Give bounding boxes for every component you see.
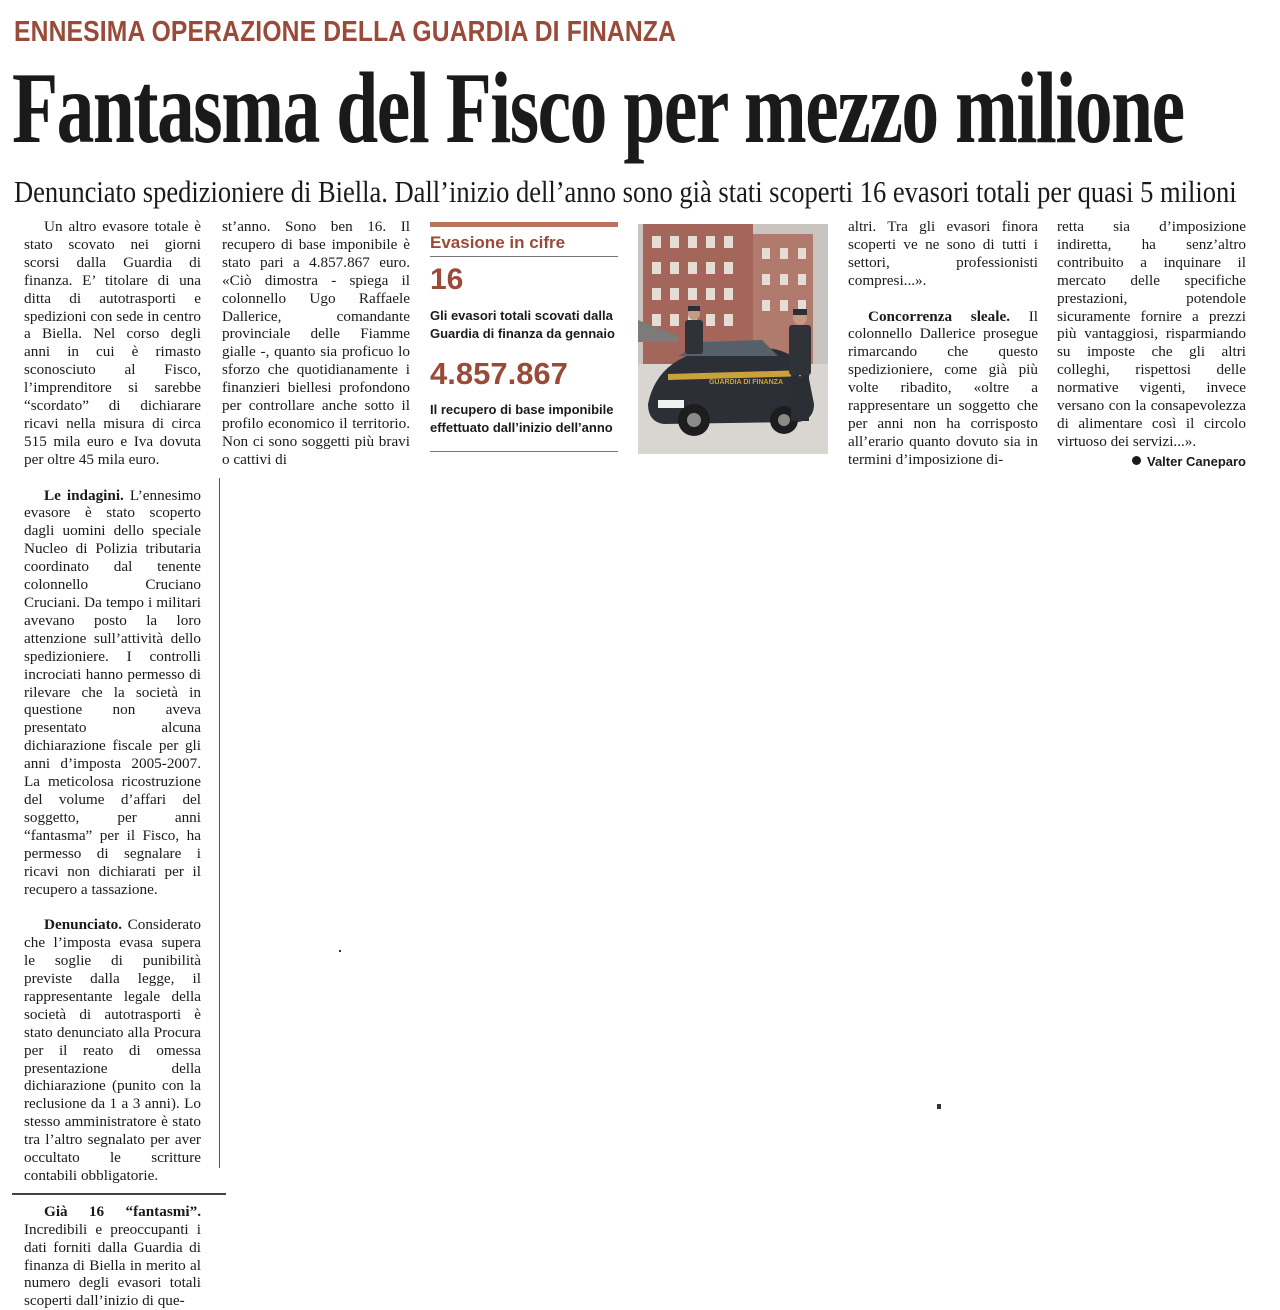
column-2: [222, 218, 410, 469]
stat-text-recovery: Il recupero di base imponibile effettuato dall’inizio dell’anno: [430, 402, 614, 435]
paragraph: [24, 218, 201, 469]
news-photo: [638, 224, 828, 454]
print-speck: [937, 1104, 941, 1109]
paragraph: [24, 487, 201, 899]
stats-box-top-bar: [430, 222, 618, 227]
stat-value-evaders: 16: [430, 263, 464, 296]
paragraph-text: Un altro evasore totale è stato scovato nei giorni scorsi dalla Guardia di finanza. E’ titolare di una ditta di autotrasporti e spedizioni con sede in centro a Biella. Nel corso degli anni in cui è rimasto sconosciuto al Fisco, l’imprenditore si sarebbe “scordato” di dichiarare ricavi nella misura di circa 515 mila euro e Iva dovuta per oltre 45 mila euro.: [24, 218, 201, 468]
kicker: ENNESIMA OPERAZIONE DELLA GUARDIA DI FINANZA: [14, 16, 677, 48]
stats-box-separator: [430, 256, 618, 257]
bullet-icon: [1132, 456, 1141, 465]
paragraph-text: st’anno. Sono ben 16. Il recupero di base imponibile è stato pari a 4.857.867 euro. «Ciò dimostra - spiega il colonnello Ugo Raffaele Dallerice, comandante provinciale delle Fiamme gialle -, quanto sia proficuo lo sforzo che quotidianamente i finanzieri biellesi profondono per controllare anche sotto il profilo economico il territorio. Non ci sono soggetti più bravi o cattivi di: [222, 218, 410, 468]
column-4: [1057, 218, 1246, 471]
paragraph-text: Il colonnello Dallerice prosegue rimarcando che questo spedizioniere, come già più volte ribadito, «oltre a rappresentare un soggetto che per anni non ha corrisposto all’erario quanto dovuto sia in termini d’imposizione di-: [848, 307, 1039, 468]
paragraph: [848, 218, 1038, 290]
paragraph: [848, 308, 1038, 469]
paragraph-lead: Concorrenza sleale.: [868, 307, 1011, 325]
column-1: [24, 218, 201, 1310]
byline: [1057, 453, 1246, 471]
photo-car-hub-rear: [778, 414, 790, 426]
paragraph: [222, 218, 410, 469]
photo-illustration: [638, 224, 828, 454]
paragraph-text: altri. Tra gli evasori finora scoperti ve ne sono di tutti i settori, professionisti compresi...».: [848, 218, 1038, 289]
stat-text-evaders: Gli evasori totali scovati dalla Guardia di finanza da gennaio: [430, 308, 615, 341]
subheadline: Denunciato spedizioniere di Biella. Dall’inizio dell’anno sono già stati scoperti 16 evasori totali per quasi 5 milioni: [14, 174, 1237, 209]
column-3: [848, 218, 1038, 469]
paragraph-text: Incredibili e preoccupanti i dati forniti dalla Guardia di finanza di Biella in merito al numero degli evasori totali scoperti dall’inizio di que-: [24, 1220, 201, 1310]
paragraph-text: retta sia d’imposizione indiretta, ha senz’altro contribuito a inquinare il mercato delle specifiche prestazioni, potendole sicuramente fornire a prezzi più vantaggiosi, risparmiando su imposte che gli altri colleghi, rispettosi delle normative vigenti, invece versano con la consapevolezza di alimentare così il circolo virtuoso dei servizi...».: [1057, 218, 1246, 450]
paragraph-lead: Denunciato.: [44, 916, 123, 934]
stats-box: [430, 222, 618, 452]
paragraph-text: Considerato che l’imposta evasa supera le soglie di punibilità previste dalla legge, il rappresentante legale della società di autotrasporti è stato denunciato alla Procura per il reato di omessa presentazione della dichiarazione (punito con la reclusione da 1 a 3 anni). Lo stesso amministratore è stato tra l’altro segnalato per aver occultato le scritture contabili obbligatorie.: [24, 916, 201, 1184]
paragraph: [24, 916, 201, 1185]
byline-author: Valter Caneparo: [1147, 453, 1246, 469]
paragraph: [24, 1203, 201, 1310]
stat-value-recovery: 4.857.867: [430, 356, 568, 391]
paragraph-lead: Le indagini.: [44, 486, 124, 504]
column-divider: [219, 478, 220, 1168]
stats-box-bottom-rule: [430, 451, 618, 452]
paragraph: [1057, 218, 1246, 451]
photo-plate: [658, 400, 684, 408]
bottom-rule: [12, 1193, 226, 1195]
headline: Fantasma del Fisco per mezzo milione: [12, 52, 1184, 165]
paragraph-lead: Già 16 “fantasmi”.: [44, 1202, 201, 1220]
paragraph-text: L’ennesimo evasore è stato scoperto dagli uomini dello speciale Nucleo di Polizia tributaria coordinato dal tenente colonnello Cruciano Cruciani. Da tempo i militari avevano posto la loro attenzione sull’attività dello spedizioniere. I controlli incrociati hanno permesso di rilevare che la società in questione non aveva presentato alcuna dichiarazione fiscale per gli anni d’imposta 2005-2007. La meticolosa ricostruzione del volume d’affari del soggetto, per anni “fantasma” per il Fisco, ha permesso di segnalare i ricavi non dichiarati per il recupero a tassazione.: [24, 486, 201, 898]
print-speck: [339, 950, 341, 952]
stats-box-title: Evasione in cifre: [430, 233, 566, 252]
photo-car-label: GUARDIA DI FINANZA: [708, 379, 784, 386]
photo-car-hub-front: [687, 413, 701, 427]
